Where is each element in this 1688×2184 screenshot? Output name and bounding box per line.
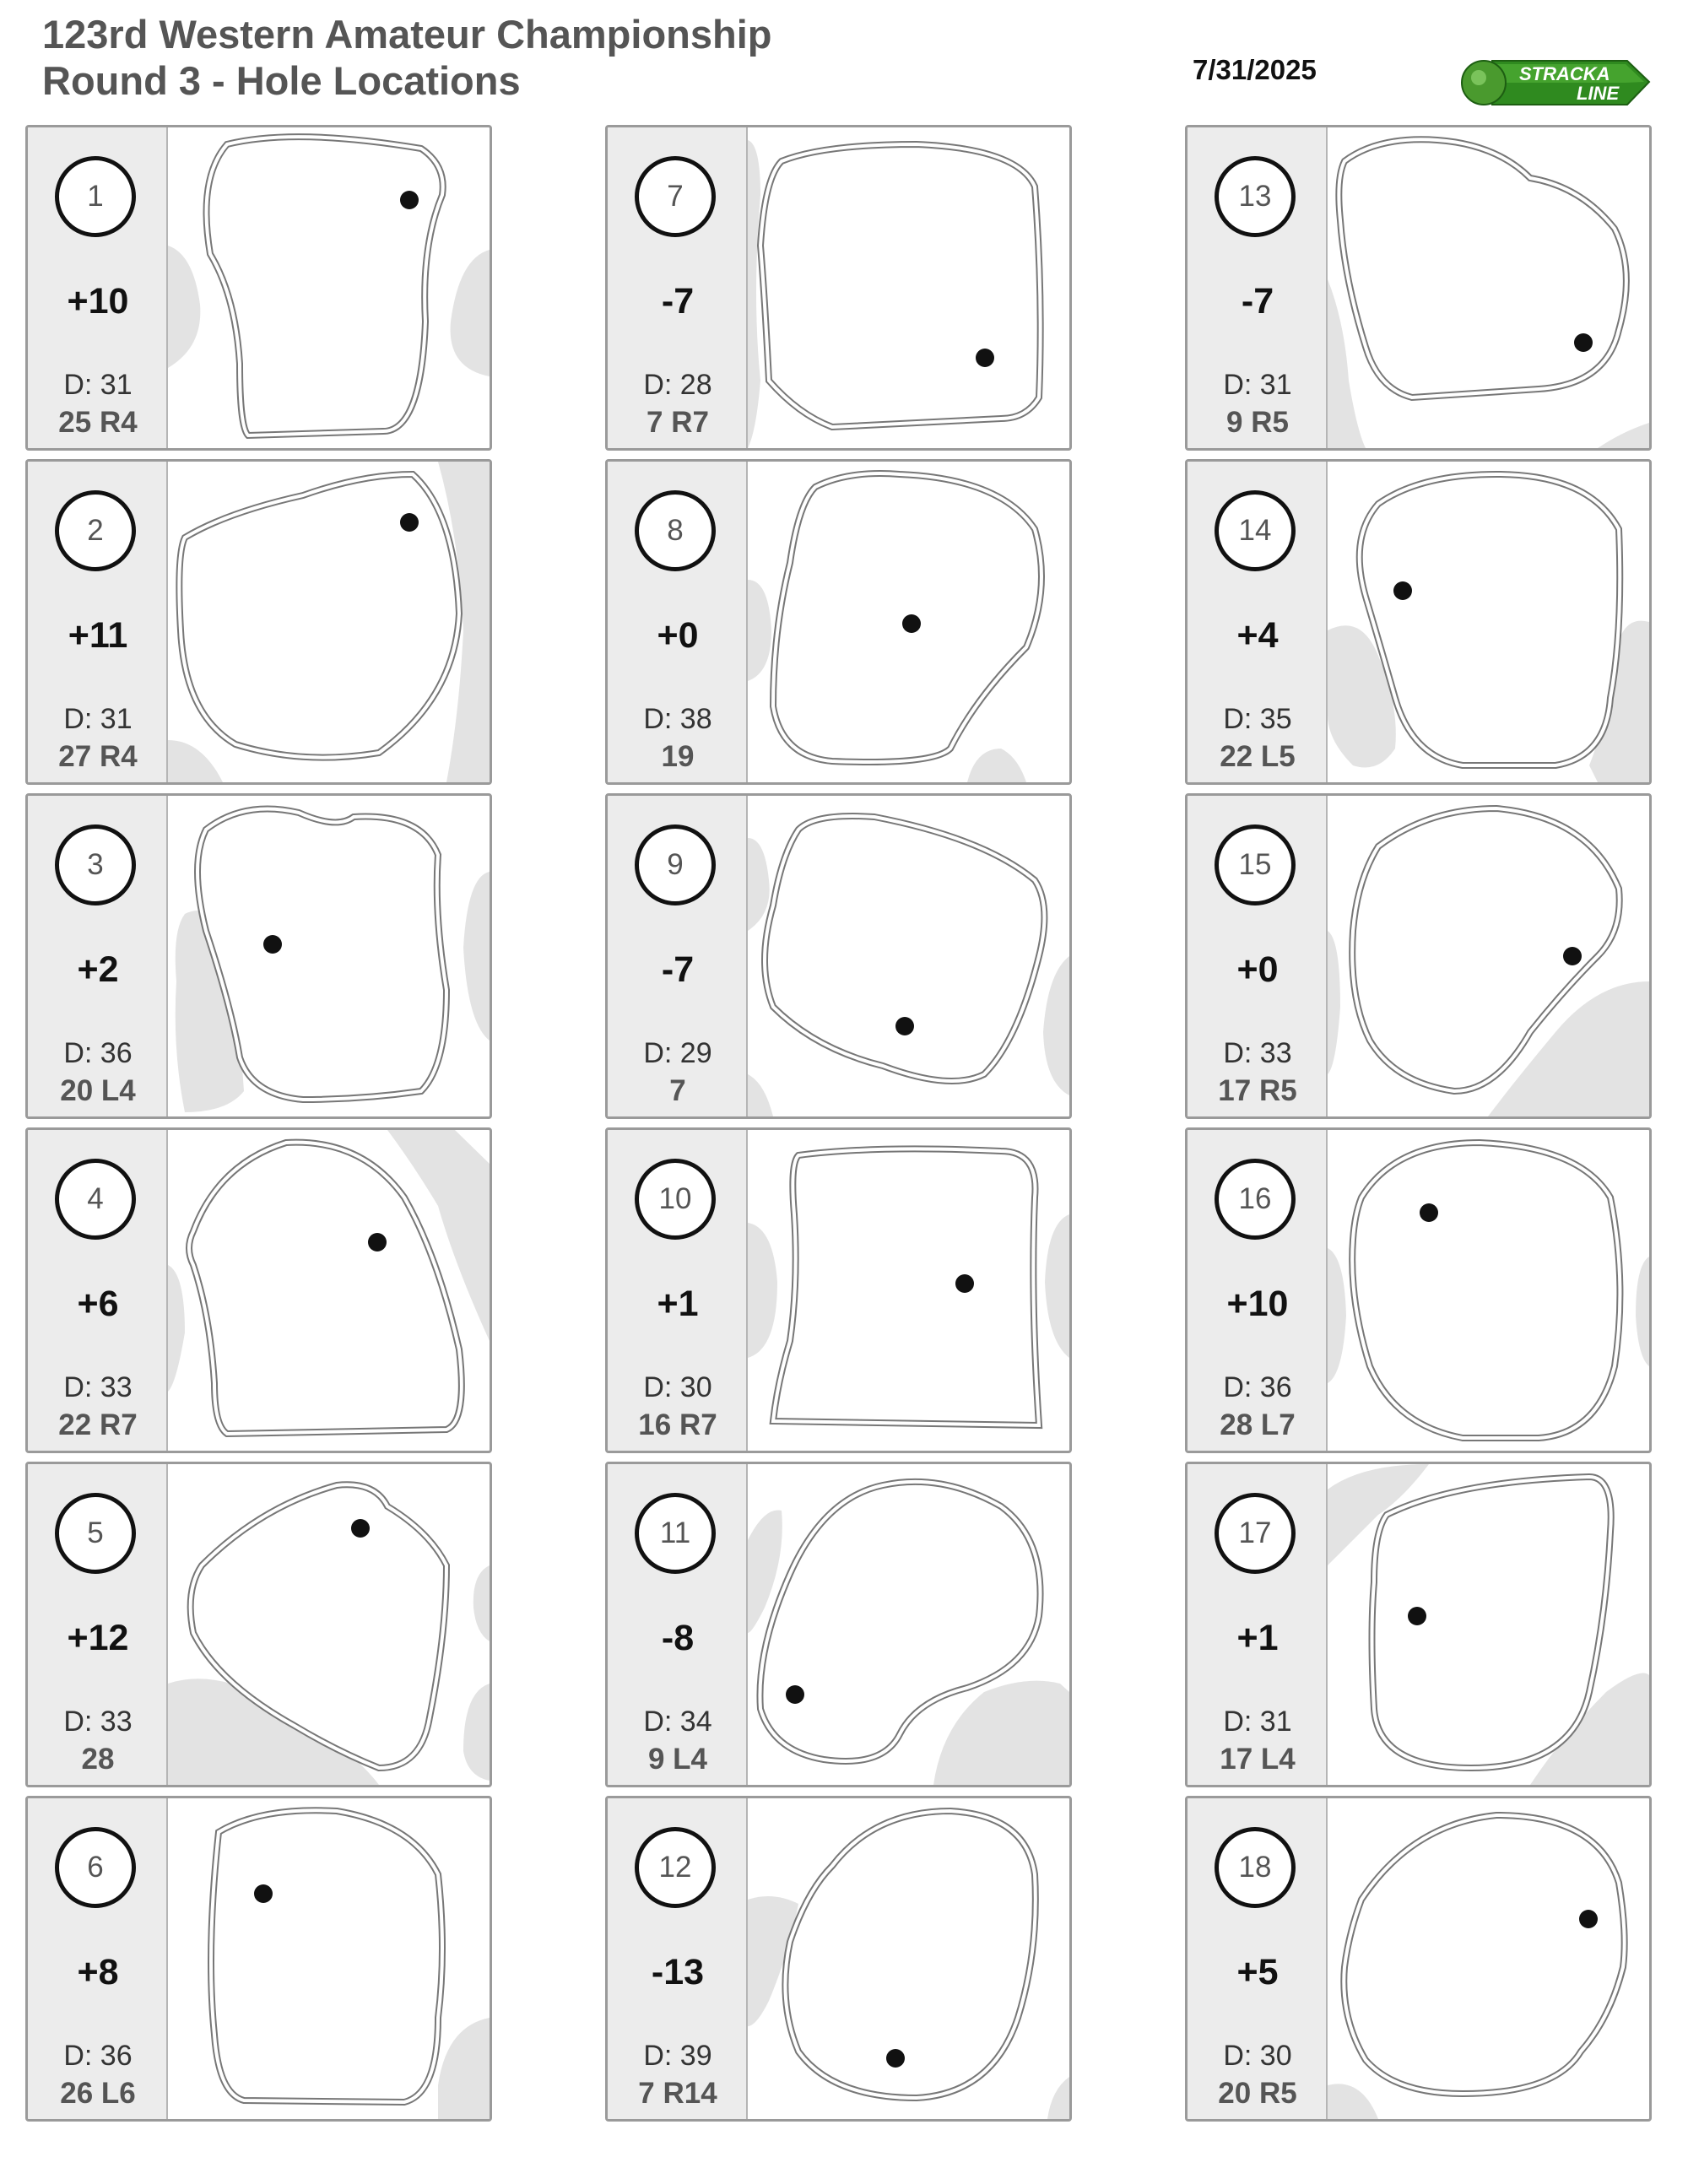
hole-score: +4 [1236, 615, 1279, 656]
green-diagram [748, 1130, 1069, 1451]
hole-card-17 [1185, 1462, 1652, 1787]
hole-card-14 [1185, 459, 1652, 785]
hole-number: 9 [667, 848, 684, 881]
date-label: 7/31/2025 [1193, 54, 1317, 85]
green-diagram [748, 796, 1069, 1116]
green-diagram [748, 1798, 1069, 2119]
hole-score: +11 [68, 615, 128, 656]
page-title: 123rd Western Amateur Championship [42, 12, 772, 57]
hole-number-badge [1215, 1827, 1296, 1908]
hole-number: 6 [87, 1851, 104, 1884]
hole-score: +2 [77, 949, 119, 990]
hole-score: +10 [1226, 1284, 1289, 1324]
hole-number: 17 [1238, 1516, 1272, 1549]
hole-number-badge [55, 490, 136, 571]
hole-card-2 [25, 459, 492, 785]
hole-card-7 [605, 125, 1072, 451]
pin-location: 9 L4 [647, 1743, 708, 1776]
hole-number: 7 [667, 180, 684, 213]
green-diagram [1328, 796, 1649, 1116]
green-diagram [1328, 1464, 1649, 1785]
pin-marker [254, 1884, 273, 1903]
green-depth: D: 39 [643, 2040, 712, 2072]
green-diagram [168, 1798, 490, 2119]
hole-card-8 [605, 459, 1072, 785]
hole-number-badge [635, 1827, 716, 1908]
hole-info-panel [608, 796, 748, 1116]
green-depth: D: 33 [63, 1706, 133, 1738]
hole-info-panel [28, 1798, 168, 2119]
hole-number: 1 [87, 180, 104, 213]
green-diagram [168, 1464, 490, 1785]
hole-score: +5 [1236, 1952, 1279, 1992]
hole-number-badge [1215, 1493, 1296, 1574]
hole-score: -13 [651, 1952, 705, 1992]
pin-location: 20 L4 [60, 1074, 136, 1107]
hole-number: 15 [1238, 848, 1272, 881]
pin-marker [895, 1017, 914, 1035]
pin-location: 28 L7 [1220, 1408, 1296, 1441]
pin-location: 17 R5 [1218, 1074, 1297, 1107]
pin-location: 19 [661, 740, 695, 773]
green-diagram [168, 1130, 490, 1451]
hole-card-9 [605, 793, 1072, 1119]
hole-number: 3 [87, 848, 104, 881]
hole-number-badge [1215, 490, 1296, 571]
pin-marker [1408, 1607, 1426, 1625]
green-diagram [1328, 1130, 1649, 1451]
hole-score: +6 [77, 1284, 119, 1324]
hole-score: +0 [1236, 949, 1279, 990]
green-diagram [168, 462, 490, 782]
pin-location: 7 R7 [647, 406, 709, 439]
hole-number-badge [1215, 824, 1296, 905]
hole-number: 18 [1238, 1851, 1272, 1884]
hole-info-panel [28, 1464, 168, 1785]
pin-marker [1563, 947, 1582, 965]
pin-marker [400, 191, 419, 209]
pin-location: 22 L5 [1220, 740, 1296, 773]
hole-number-badge [635, 1159, 716, 1240]
hole-number-badge [55, 1827, 136, 1908]
pin-location: 22 R7 [58, 1408, 138, 1441]
hole-number-badge [635, 490, 716, 571]
green-depth: D: 31 [63, 703, 133, 735]
page-subtitle: Round 3 - Hole Locations [42, 58, 521, 103]
green-depth: D: 31 [1223, 1706, 1292, 1738]
pin-marker [886, 2049, 905, 2068]
hole-number: 4 [87, 1182, 104, 1215]
hole-score: +10 [67, 281, 129, 322]
green-depth: D: 38 [643, 703, 712, 735]
hole-number: 11 [659, 1516, 691, 1549]
hole-info-panel [1188, 1798, 1328, 2119]
hole-card-4 [25, 1127, 492, 1453]
pin-marker [1579, 1910, 1598, 1928]
green-depth: D: 35 [1223, 703, 1292, 735]
pin-location: 17 L4 [1220, 1743, 1296, 1776]
hole-info-panel [608, 1130, 748, 1451]
pin-location: 7 [669, 1074, 686, 1107]
hole-score: +1 [657, 1284, 699, 1324]
hole-info-panel [608, 462, 748, 782]
green-depth: D: 36 [63, 1037, 133, 1069]
green-diagram [168, 127, 490, 448]
hole-number-badge [55, 1493, 136, 1574]
pin-location: 16 R7 [638, 1408, 717, 1441]
hole-card-15 [1185, 793, 1652, 1119]
hole-card-11 [605, 1462, 1072, 1787]
hole-info-panel [1188, 462, 1328, 782]
hole-number: 13 [1238, 180, 1272, 213]
pin-marker [368, 1233, 387, 1251]
hole-number-badge [1215, 1159, 1296, 1240]
hole-card-3 [25, 793, 492, 1119]
hole-card-16 [1185, 1127, 1652, 1453]
hole-number: 12 [658, 1851, 692, 1884]
hole-score: -7 [661, 949, 695, 990]
pin-location: 26 L6 [60, 2077, 136, 2110]
green-depth: D: 30 [1223, 2040, 1292, 2072]
hole-score: +0 [657, 615, 699, 656]
pin-marker [902, 614, 921, 633]
hole-card-12 [605, 1796, 1072, 2122]
hole-score: -8 [661, 1618, 695, 1658]
green-depth: D: 30 [643, 1371, 712, 1403]
green-depth: D: 31 [63, 369, 133, 401]
pin-marker [786, 1685, 804, 1704]
hole-info-panel [28, 127, 168, 448]
hole-score: +1 [1236, 1618, 1279, 1658]
hole-info-panel [28, 796, 168, 1116]
green-diagram [1328, 1798, 1649, 2119]
hole-info-panel [28, 1130, 168, 1451]
green-depth: D: 36 [1223, 1371, 1292, 1403]
hole-number: 8 [667, 514, 684, 547]
hole-number-badge [55, 824, 136, 905]
hole-card-10 [605, 1127, 1072, 1453]
hole-score: -7 [661, 281, 695, 322]
hole-card-18 [1185, 1796, 1652, 2122]
pin-marker [955, 1274, 974, 1293]
hole-card-5 [25, 1462, 492, 1787]
pin-marker [1574, 333, 1593, 352]
hole-info-panel [1188, 127, 1328, 448]
green-diagram [168, 796, 490, 1116]
green-diagram [748, 462, 1069, 782]
hole-number-badge [55, 1159, 136, 1240]
hole-number: 2 [87, 514, 104, 547]
pin-location: 20 R5 [1218, 2077, 1297, 2110]
hole-info-panel [1188, 1130, 1328, 1451]
pin-marker [400, 513, 419, 532]
green-depth: D: 31 [1223, 369, 1292, 401]
green-depth: D: 33 [63, 1371, 133, 1403]
hole-info-panel [1188, 1464, 1328, 1785]
svg-text:LINE: LINE [1577, 83, 1620, 104]
pin-marker [976, 349, 994, 367]
hole-number-badge [1215, 156, 1296, 237]
hole-number-badge [635, 156, 716, 237]
pin-marker [351, 1519, 370, 1538]
hole-info-panel [28, 462, 168, 782]
hole-number-badge [55, 156, 136, 237]
hole-number-badge [635, 1493, 716, 1574]
pin-location: 28 [81, 1743, 115, 1776]
pin-marker [1393, 581, 1412, 600]
hole-number: 10 [658, 1182, 692, 1215]
hole-number: 16 [1238, 1182, 1272, 1215]
hole-score: -7 [1241, 281, 1274, 322]
pin-marker [263, 935, 282, 954]
hole-info-panel [608, 1464, 748, 1785]
pin-location: 25 R4 [58, 406, 138, 439]
hole-card-1 [25, 125, 492, 451]
hole-info-panel [608, 127, 748, 448]
hole-info-panel [1188, 796, 1328, 1116]
green-diagram [1328, 127, 1649, 448]
hole-number: 5 [87, 1516, 104, 1549]
green-depth: D: 36 [63, 2040, 133, 2072]
pin-location: 7 R14 [638, 2077, 717, 2110]
hole-number: 14 [1238, 514, 1272, 547]
hole-card-6 [25, 1796, 492, 2122]
stracka-line-logo [1458, 52, 1651, 111]
green-diagram [1328, 462, 1649, 782]
pin-marker [1420, 1203, 1438, 1222]
hole-info-panel [608, 1798, 748, 2119]
hole-score: +12 [67, 1618, 129, 1658]
hole-score: +8 [77, 1952, 119, 1992]
green-depth: D: 34 [643, 1706, 712, 1738]
svg-text:STRACKA: STRACKA [1519, 63, 1610, 84]
green-depth: D: 28 [643, 369, 712, 401]
green-depth: D: 29 [643, 1037, 712, 1069]
green-diagram [748, 1464, 1069, 1785]
green-depth: D: 33 [1223, 1037, 1292, 1069]
green-diagram [748, 127, 1069, 448]
hole-number-badge [635, 824, 716, 905]
pin-location: 27 R4 [58, 740, 138, 773]
pin-location: 9 R5 [1226, 406, 1289, 439]
hole-card-13 [1185, 125, 1652, 451]
